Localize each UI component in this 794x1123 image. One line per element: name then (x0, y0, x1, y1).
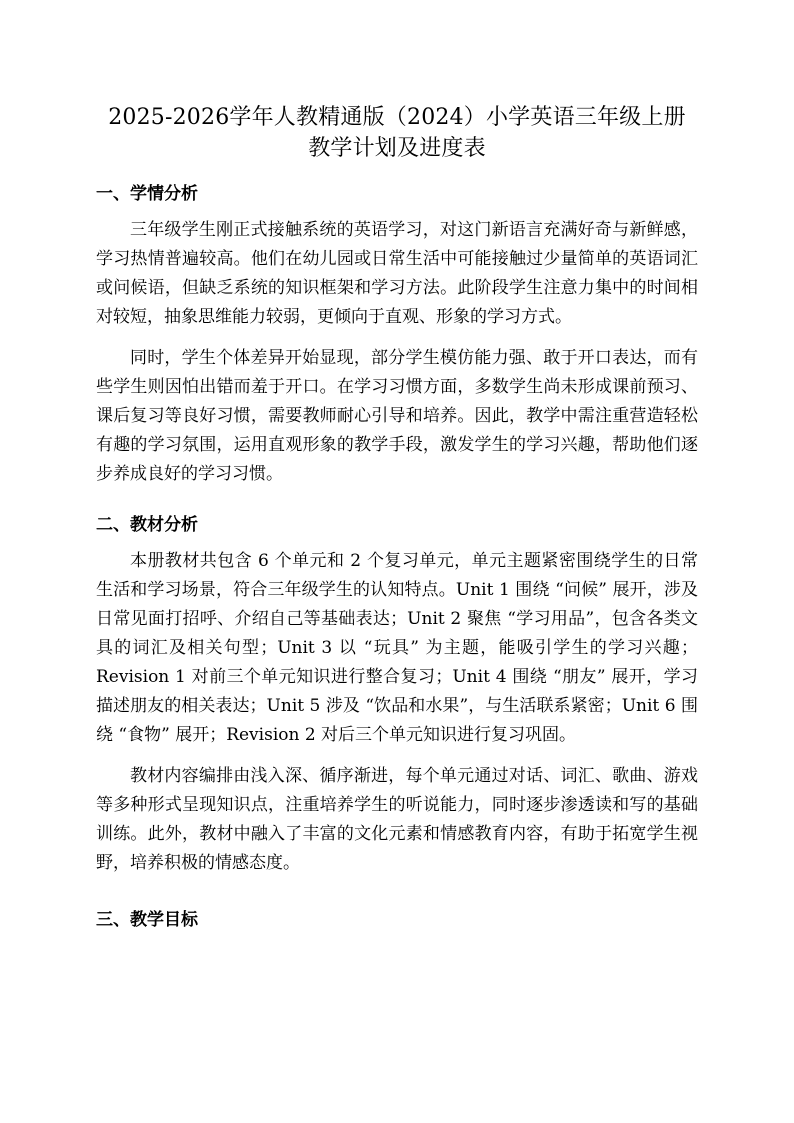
title-line-1: 2025-2026学年人教精通版（2024）小学英语三年级上册 (108, 105, 686, 130)
title-line-2: 教学计划及进度表 (308, 136, 486, 161)
section-heading-teaching-goals: 三、教学目标 (96, 910, 198, 930)
document-title (96, 102, 698, 164)
paragraph: 三年级学生刚正式接触系统的英语学习，对这门新语言充满好奇与新鲜感，学习热情普遍较高。他们在幼儿园或日常生活中可能接触过少量简单的英语词汇或问候语，但缺乏系统的知识框架和学习方法。此阶段学生注意力集中的时间相对较短，抽象思维能力较弱，更倾向于直观、形象的学习方式。 (96, 220, 698, 327)
section-heading-textbook-analysis: 二、教材分析 (96, 515, 198, 535)
section-heading-learner-analysis: 一、学情分析 (96, 184, 198, 204)
paragraph: 同时，学生个体差异开始显现，部分学生模仿能力强、敢于开口表达，而有些学生则因怕出错而羞于开口。在学习习惯方面，多数学生尚未形成课前预习、课后复习等良好习惯，需要教师耐心引导和培养。因此，教学中需注重营造轻松有趣的学习氛围，运用直观形象的教学手段，激发学生的学习兴趣，帮助他们逐步养成良好的学习习惯。 (96, 348, 698, 484)
paragraph: 本册教材共包含 6 个单元和 2 个复习单元，单元主题紧密围绕学生的日常生活和学习场景，符合三年级学生的认知特点。Unit 1 围绕 “问候” 展开，涉及日常见面打招呼、介绍自己等基础表达；Unit 2 聚焦 “学习用品”，包含各类文具的词汇及相关句型；Unit 3 以 “玩具” 为主题，能吸引学生的学习兴趣；Revision 1 对前三个单元知识进行整合复习；Unit 4 围绕 “朋友” 展开，学习描述朋友的相关表达；Unit 5 涉及 “饮品和水果”，与生活联系紧密；Unit 6 围绕 “食物” 展开；Revision 2 对后三个单元知识进行复习巩固。 (96, 551, 698, 745)
paragraph: 教材内容编排由浅入深、循序渐进，每个单元通过对话、词汇、歌曲、游戏等多种形式呈现知识点，注重培养学生的听说能力，同时逐步渗透读和写的基础训练。此外，教材中融入了丰富的文化元素和情感教育内容，有助于拓宽学生视野，培养积极的情感态度。 (96, 766, 698, 873)
